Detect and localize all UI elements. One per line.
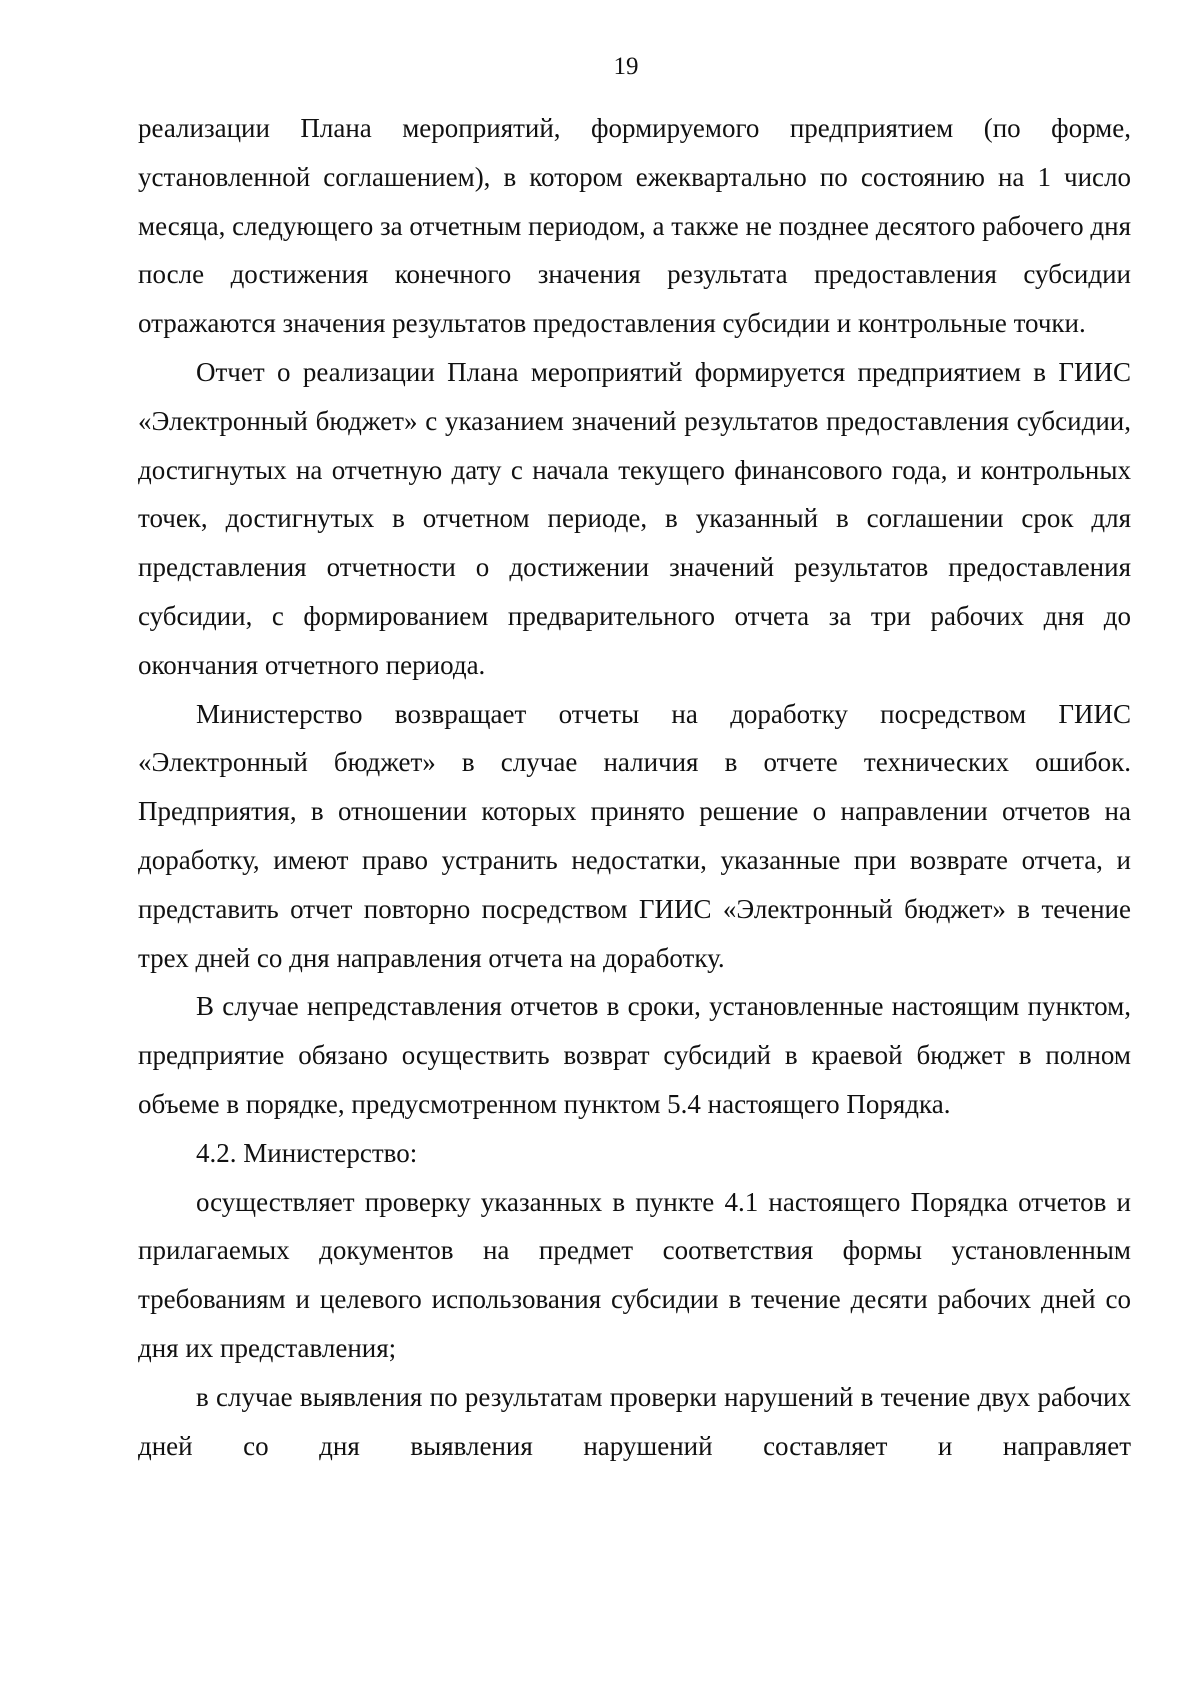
paragraph-non-submission: В случае непредставления отчетов в сроки, установленные настоящим пунктом, предприятие обязано осуществить возврат субсидий в краевой бюджет в полном объеме в порядке, предусмотренном пунктом 5.4 настоящего Порядка. bbox=[138, 991, 1131, 1119]
paragraph-verification: осуществляет проверку указанных в пункте 4.1 настоящего Порядка отчетов и прилагаемых документов на предмет соответствия формы установленным требованиям и целевого использования субсидии в течение десяти рабочих дней со дня их представления; bbox=[138, 1186, 1131, 1363]
paragraph-report-return: Министерство возвращает отчеты на доработку посредством ГИИС «Электронный бюджет» в случае наличия в отчете технических ошибок. Предприятия, в отношении которых принято решение о направлении отчетов на доработку, имеют право устранить недостатки, указанные при возврате отчета, и представить отчет повторно посредством ГИИС «Электронный бюджет» в течение трех дней со дня направления отчета на доработку. bbox=[138, 698, 1131, 973]
document-body bbox=[138, 104, 1131, 1470]
paragraph-continuation: реализации Плана мероприятий, формируемого предприятием (по форме, установленной соглашением), в котором ежеквартально по состоянию на 1 число месяца, следующего за отчетным периодом, а также не позднее десятого рабочего дня после достижения конечного значения результата предоставления субсидии отражаются значения результатов предоставления субсидии и контрольные точки. bbox=[138, 113, 1131, 339]
paragraph-violations: в случае выявления по результатам проверки нарушений в течение двух рабочих дней со дня выявления нарушений составляет и направляет bbox=[138, 1381, 1131, 1461]
paragraph-report-formation: Отчет о реализации Плана мероприятий формируется предприятием в ГИИС «Электронный бюджет» с указанием значений результатов предоставления субсидии, достигнутых на отчетную дату с начала текущего финансового года, и контрольных точек, достигнутых в отчетном периоде, в указанный в соглашении срок для представления отчетности о достижении значений результатов предоставления субсидии, с формированием предварительного отчета за три рабочих дня до окончания отчетного периода. bbox=[138, 356, 1131, 680]
paragraph-section-heading: 4.2. Министерство: bbox=[196, 1137, 418, 1168]
page-number: 19 bbox=[613, 53, 639, 80]
